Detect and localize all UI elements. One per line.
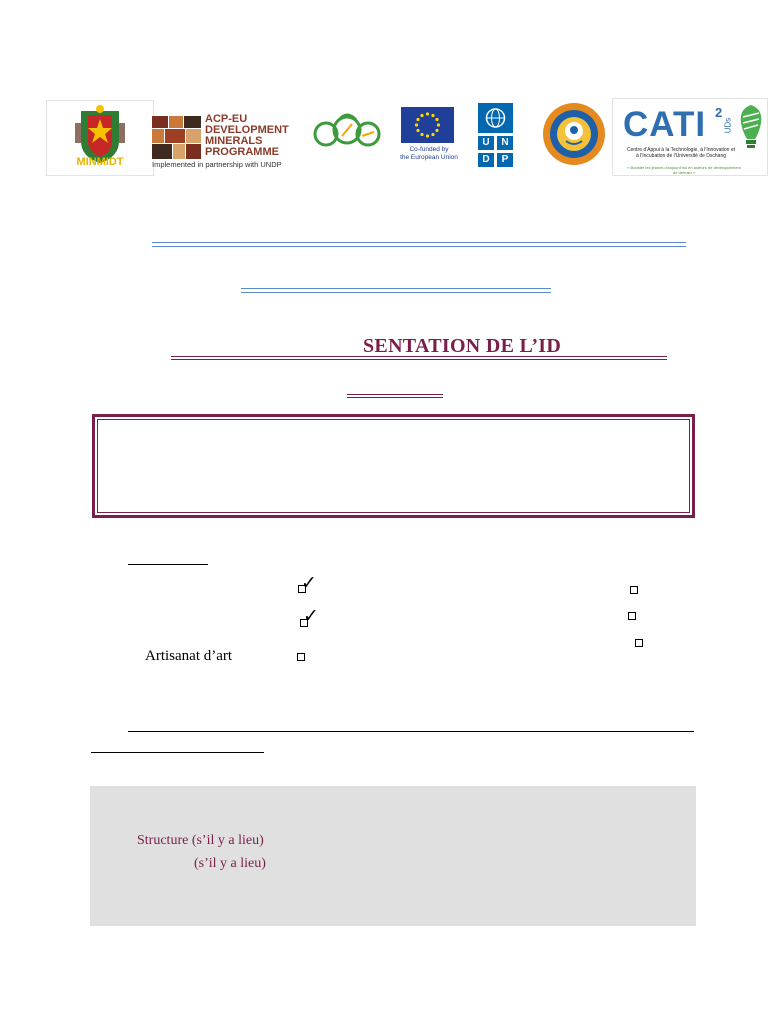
acp-eu-subtitle: Implemented in partnership with UNDP bbox=[152, 160, 282, 169]
divider-line bbox=[241, 288, 551, 293]
acp-eu-logo bbox=[152, 114, 302, 172]
divider-line bbox=[128, 731, 694, 732]
cati-logo bbox=[612, 98, 768, 176]
uds-seal-logo bbox=[538, 101, 610, 167]
artisanat-checkbox[interactable] bbox=[297, 653, 305, 661]
acp-eu-title bbox=[205, 114, 289, 158]
eu-caption-line: Co-funded by bbox=[409, 146, 449, 153]
cati-description: Centre d'Appui à la Technologie, à l'Innovation et à l'Incubation de l'Université de Dschang bbox=[626, 147, 735, 159]
acp-logo bbox=[312, 106, 382, 156]
eu-caption-line: the European Union bbox=[400, 154, 458, 161]
cati-tagline: « Booster les jeunes d'aujourd'hui en acteurs de développement de demain » bbox=[627, 165, 741, 175]
divider-line bbox=[347, 394, 443, 398]
undp-letter: N bbox=[501, 137, 509, 148]
acp-eu-line: PROGRAMME bbox=[205, 146, 279, 158]
undp-letter: P bbox=[501, 154, 509, 165]
page-title: SENTATION DE L’ID bbox=[363, 335, 562, 357]
eu-logo bbox=[398, 104, 462, 166]
eu-caption bbox=[398, 146, 460, 162]
lightbulb-icon bbox=[737, 103, 765, 161]
secondary-label: (s’il y a lieu) bbox=[194, 856, 266, 871]
section-underline bbox=[91, 752, 264, 753]
option-checkbox[interactable] bbox=[635, 639, 643, 647]
title-frame bbox=[92, 414, 695, 518]
title-underline bbox=[171, 356, 667, 360]
option-checkbox[interactable] bbox=[630, 586, 638, 594]
check-mark-icon: ✓ bbox=[303, 605, 319, 627]
divider-line bbox=[152, 242, 686, 247]
acp-eu-line: MINERALS bbox=[205, 135, 263, 147]
undp-letter: D bbox=[482, 154, 490, 165]
cati-wordmark: CATI bbox=[623, 105, 707, 144]
minmidt-label: MINMIDT bbox=[76, 156, 124, 168]
option-checkbox[interactable] bbox=[628, 612, 636, 620]
title-frame-inner bbox=[97, 419, 690, 513]
university-seal-icon bbox=[538, 101, 610, 167]
section-underline bbox=[128, 564, 208, 565]
undp-letter: U bbox=[482, 137, 490, 148]
undp-logo bbox=[478, 103, 513, 167]
structure-label: Structure (s’il y a lieu) bbox=[137, 833, 264, 848]
acp-logo-icon bbox=[312, 106, 382, 156]
acp-eu-line: ACP-EU bbox=[205, 113, 248, 125]
artisanat-label: Artisanat d’art bbox=[145, 648, 233, 664]
eu-flag-icon bbox=[401, 107, 454, 143]
check-mark-icon: ✓ bbox=[301, 572, 317, 594]
cati-superscript: 2 bbox=[715, 105, 723, 120]
dmp-mosaic-icon bbox=[152, 116, 202, 160]
cati-vertical-label: UDs bbox=[723, 117, 733, 134]
info-panel bbox=[90, 786, 696, 926]
minmidt-logo bbox=[46, 100, 154, 176]
acp-eu-line: DEVELOPMENT bbox=[205, 124, 289, 136]
